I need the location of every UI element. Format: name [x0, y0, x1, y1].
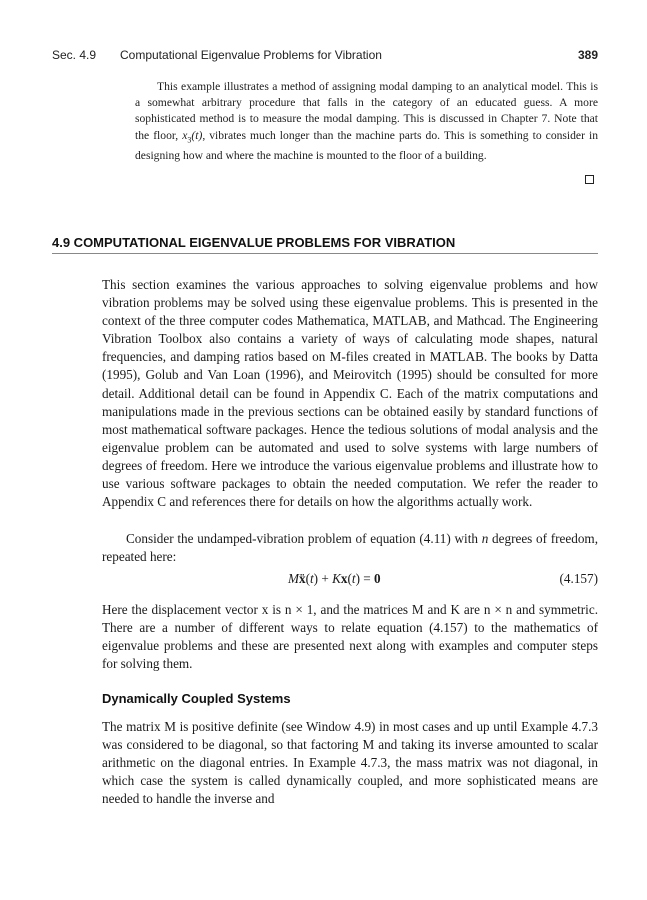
- example-conclusion: [135, 79, 598, 164]
- paragraph-1: This section examines the various approaches to solving eigenvalue problems and how vibration problems may be solved using these eigenvalue problems. This is presented in the context of the three computer codes Mathematica, MATLAB, and Mathcad. The Engineering Vibration Toolbox also contains a variety of ways of calculating mode shapes, natural frequencies, and damping ratios based on M-files created in MATLAB. The books by Datta (1995), Golub and Van Loan (1996), and Meirovitch (1995) should be consulted for more detail. Additional detail can be found in Appendix C. Each of the matrix computations and manipulations made in the previous sections can be obtained easily by standard functions of most mathematical software packages. Hence the tedious solutions of modal analysis and the eigenvalue problem can be automated and used to solve systems with large numbers of degrees of freedom. Here we introduce the various eigenvalue problems and illustrate how to use various software packages to obtain the needed computation. We refer the reader to Appendix C and references there for details on how the algorithms actually work.: [102, 277, 598, 510]
- page-number: 389: [577, 48, 598, 62]
- paragraph-2: Consider the undamped-vibration problem of equation (4.11) with n degrees of freedom, repeated here:: [102, 531, 598, 565]
- header-title: Computational Eigenvalue Problems for Vibration: [120, 48, 382, 62]
- equation-number: (4.157): [559, 571, 598, 586]
- header-section-number: Sec. 4.9: [52, 48, 97, 62]
- equation-4-157: [102, 571, 598, 591]
- running-header: [52, 48, 598, 66]
- equation-body: Mẍ(t) + Kx(t) = 0: [288, 571, 381, 586]
- subsection-heading: Dynamically Coupled Systems: [102, 691, 291, 706]
- paragraph-4: The matrix M is positive definite (see Window 4.9) in most cases and up until Example 4.7.3 was considered to be diagonal, so that factoring M and taking its inverse amounted to scalar arithmetic on the diagonal entries. In Example 4.7.3, the mass matrix was not diagonal, in which case the system is called dynamically coupled, and more sophisticated means are needed to handle the inverse and: [102, 719, 598, 807]
- end-of-example-box: [585, 175, 594, 184]
- example-paragraph: This example illustrates a method of assigning modal damping to an analytical model. This is a somewhat arbitrary procedure that falls in the category of an educated guess. A more sophisticated method is to measure the modal damping. This is discussed in Chapter 7. Note that the floor, $x_3(t)$, vibrates much longer than the machine parts do. This is something to consider in designing how and where the machine is mounted to the floor of a building.: [135, 80, 598, 163]
- section-heading: 4.9 COMPUTATIONAL EIGENVALUE PROBLEMS FOR VIBRATION: [52, 235, 598, 254]
- paragraph-3: Here the displacement vector x is n × 1, and the matrices M and K are n × n and symmetric. There are a number of different ways to relate equation (4.157) to the mathematics of eigenvalue problems and these are presented next along with examples and computer steps for solving them.: [102, 602, 598, 672]
